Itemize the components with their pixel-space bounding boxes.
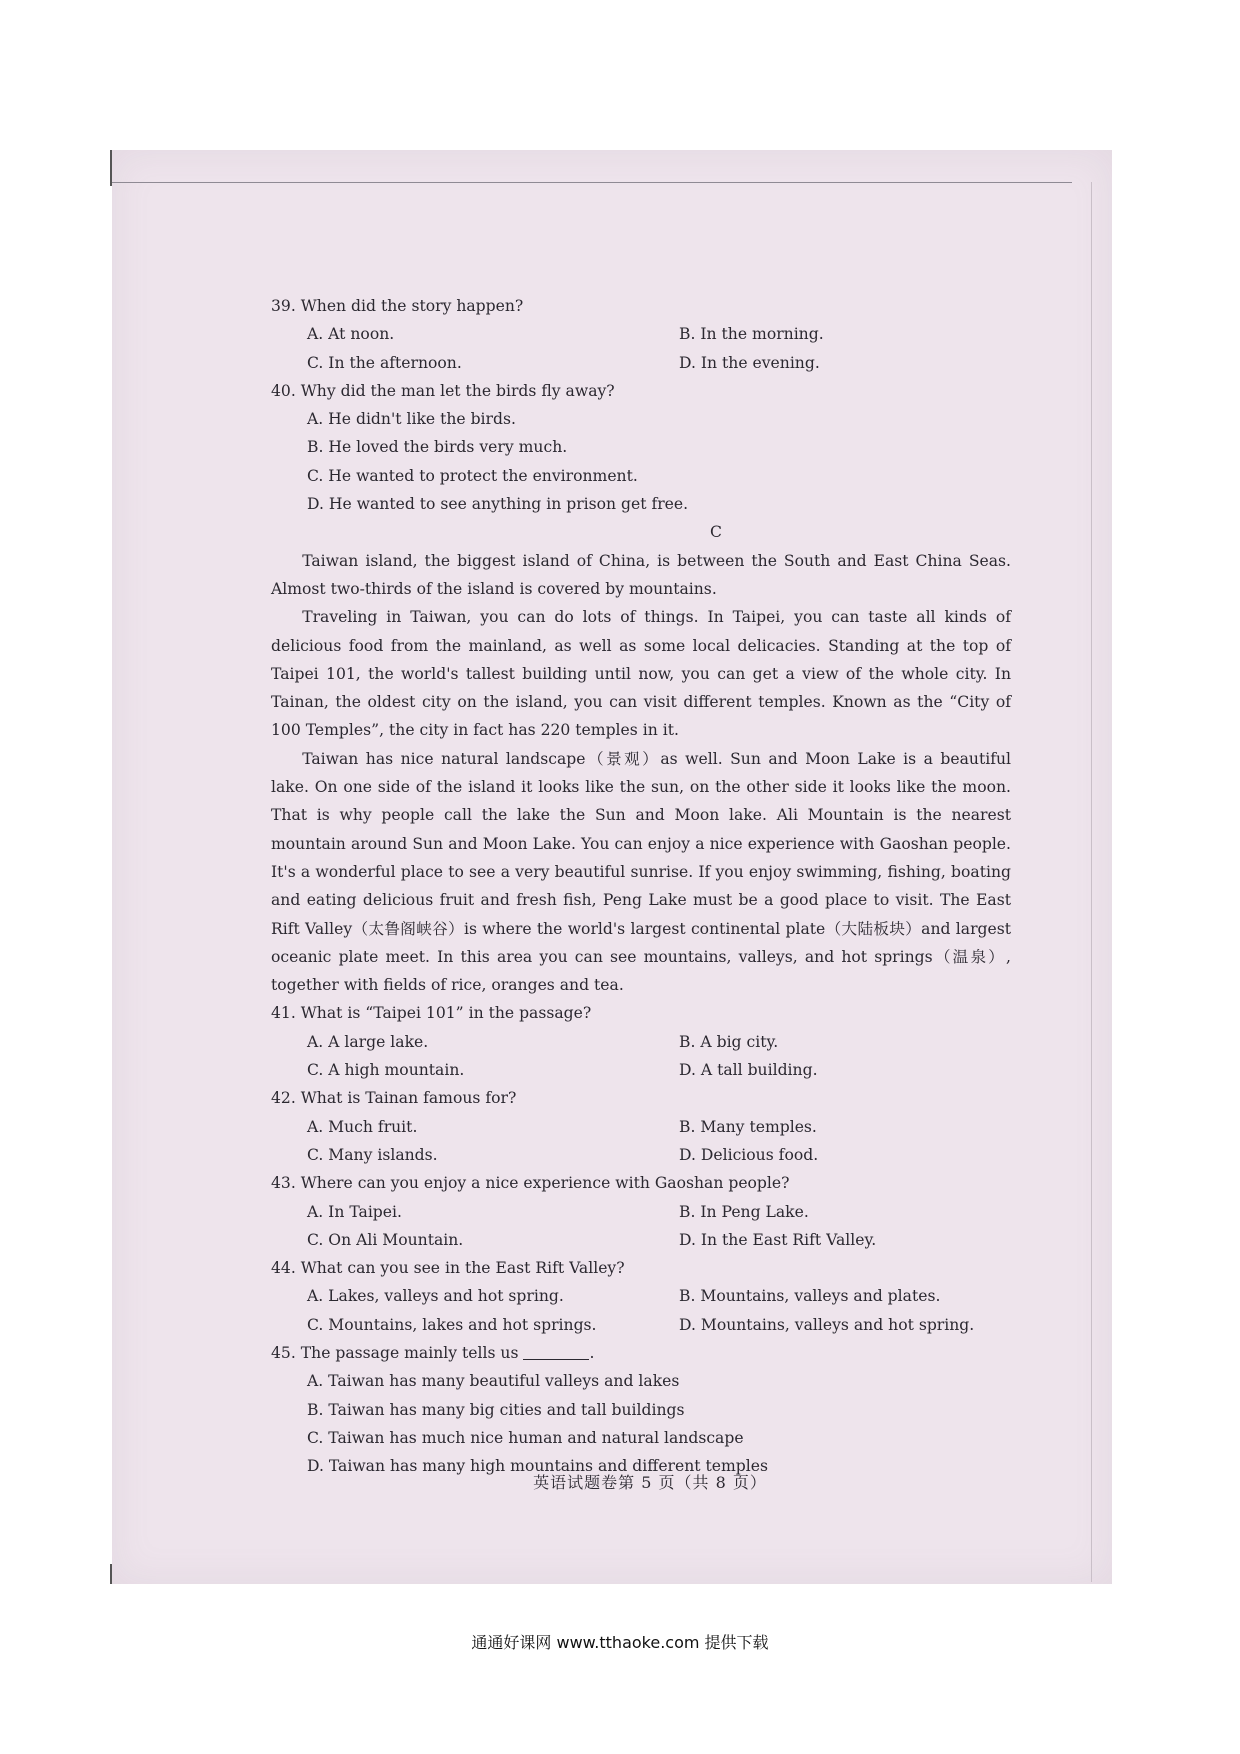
- option-row: [271, 349, 1011, 377]
- question-stem: 42. What is Tainan famous for?: [271, 1089, 517, 1108]
- option-b: B. In Peng Lake.: [679, 1202, 809, 1221]
- question-44: [271, 1254, 1011, 1339]
- question-40: [271, 377, 1011, 518]
- option-c: C. Many islands.: [307, 1145, 438, 1164]
- page-number-footer: 英语试题卷第 5 页（共 8 页）: [533, 1473, 767, 1492]
- question-39: [271, 292, 1011, 377]
- scan-right-edge: [1091, 182, 1092, 1582]
- question-stem-text: 45. The passage mainly tells us: [271, 1343, 519, 1362]
- option-row: [271, 1028, 1011, 1056]
- question-41: [271, 999, 1011, 1084]
- passage-letter: C: [710, 523, 722, 542]
- option-b: B. A big city.: [679, 1032, 779, 1051]
- question-45: [271, 1339, 1011, 1480]
- option-a: A. In Taipei.: [307, 1202, 402, 1221]
- passage-paragraph: Taiwan island, the biggest island of China, is between the South and East China Seas. Almost two-thirds of the island is covered by mountains.: [271, 551, 1011, 598]
- scan-top-line: [112, 182, 1072, 183]
- answer-blank: [523, 1343, 589, 1360]
- option-b: B. He loved the birds very much.: [307, 438, 568, 457]
- option-a: A. Lakes, valleys and hot spring.: [307, 1287, 564, 1306]
- option-a: A. A large lake.: [307, 1032, 429, 1051]
- option-b: B. Mountains, valleys and plates.: [679, 1287, 941, 1306]
- question-stem-end: .: [589, 1343, 595, 1362]
- question-43: [271, 1169, 1011, 1254]
- option-c: C. Mountains, lakes and hot springs.: [307, 1315, 597, 1334]
- question-stem: 39. When did the story happen?: [271, 297, 524, 315]
- option-row: [271, 1226, 1011, 1254]
- option-row: [271, 1113, 1011, 1141]
- option-c: C. A high mountain.: [307, 1061, 465, 1080]
- option-b: B. Taiwan has many big cities and tall buildings: [307, 1400, 685, 1419]
- option-d: D. Taiwan has many high mountains and different temples: [307, 1457, 768, 1476]
- option-c: C. Taiwan has much nice human and natural landscape: [307, 1428, 744, 1447]
- option-b: B. Many temples.: [679, 1117, 817, 1136]
- option-d: D. Delicious food.: [679, 1145, 819, 1164]
- option-row: [271, 1198, 1011, 1226]
- option-c: C. He wanted to protect the environment.: [307, 466, 638, 485]
- passage-paragraph: Taiwan has nice natural landscape（景观）as well. Sun and Moon Lake is a beautiful lake. On one side of the island it looks like the sun, on the other side it looks like the moon. That is why people call the lake the Sun and Moon lake. Ali Mountain is the nearest mountain around Sun and Moon Lake. You can enjoy a nice experience with Gaoshan people. It's a wonderful place to see a very beautiful sunrise. If you enjoy swimming, fishing, boating and eating delicious fruit and fresh fish, Peng Lake must be a good place to visit. The East Rift Valley（太鲁阁峡谷）is where the world's largest continental plate（大陆板块）and largest oceanic plate meet. In this area you can see mountains, valleys, and hot springs（温泉）, together with fields of rice, oranges and tea.: [271, 749, 1011, 995]
- option-c: C. In the afternoon.: [307, 353, 462, 372]
- option-a: A. Taiwan has many beautiful valleys and lakes: [307, 1372, 680, 1391]
- option-row: [271, 320, 1011, 348]
- option-d: D. He wanted to see anything in prison get free.: [307, 495, 689, 514]
- site-credit-footer: 通通好课网 www.tthaoke.com 提供下载: [471, 1633, 769, 1652]
- option-b: B. In the morning.: [679, 325, 824, 344]
- option-d: D. In the East Rift Valley.: [679, 1230, 877, 1249]
- option-c: C. On Ali Mountain.: [307, 1230, 464, 1249]
- question-stem: 40. Why did the man let the birds fly away?: [271, 381, 615, 400]
- option-row: [271, 1141, 1011, 1169]
- question-stem: [271, 1339, 1011, 1367]
- scan-edge-mark-bottom: [110, 1564, 112, 1584]
- question-stem: 43. Where can you enjoy a nice experience with Gaoshan people?: [271, 1174, 790, 1193]
- option-row: [271, 1311, 1011, 1339]
- option-row: [271, 1056, 1011, 1084]
- option-a: A. He didn't like the birds.: [307, 410, 516, 429]
- question-stem: 41. What is “Taipei 101” in the passage?: [271, 1004, 592, 1023]
- option-d: D. Mountains, valleys and hot spring.: [679, 1315, 975, 1334]
- exam-content: [271, 292, 1011, 1480]
- question-42: [271, 1084, 1011, 1169]
- option-d: D. In the evening.: [679, 353, 820, 372]
- passage-paragraph: Traveling in Taiwan, you can do lots of things. In Taipei, you can taste all kinds of delicious food from the mainland, as well as some local delicacies. Standing at the top of Taipei 101, the world's tallest building until now, you can get a view of the whole city. In Tainan, the oldest city on the island, you can visit different temples. Known as the “City of 100 Temples”, the city in fact has 220 temples in it.: [271, 608, 1011, 740]
- option-a: A. Much fruit.: [307, 1117, 418, 1136]
- option-row: [271, 1282, 1011, 1310]
- option-a: A. At noon.: [307, 325, 395, 344]
- question-stem: 44. What can you see in the East Rift Valley?: [271, 1259, 625, 1278]
- option-d: D. A tall building.: [679, 1061, 818, 1080]
- scan-edge-mark: [110, 150, 112, 186]
